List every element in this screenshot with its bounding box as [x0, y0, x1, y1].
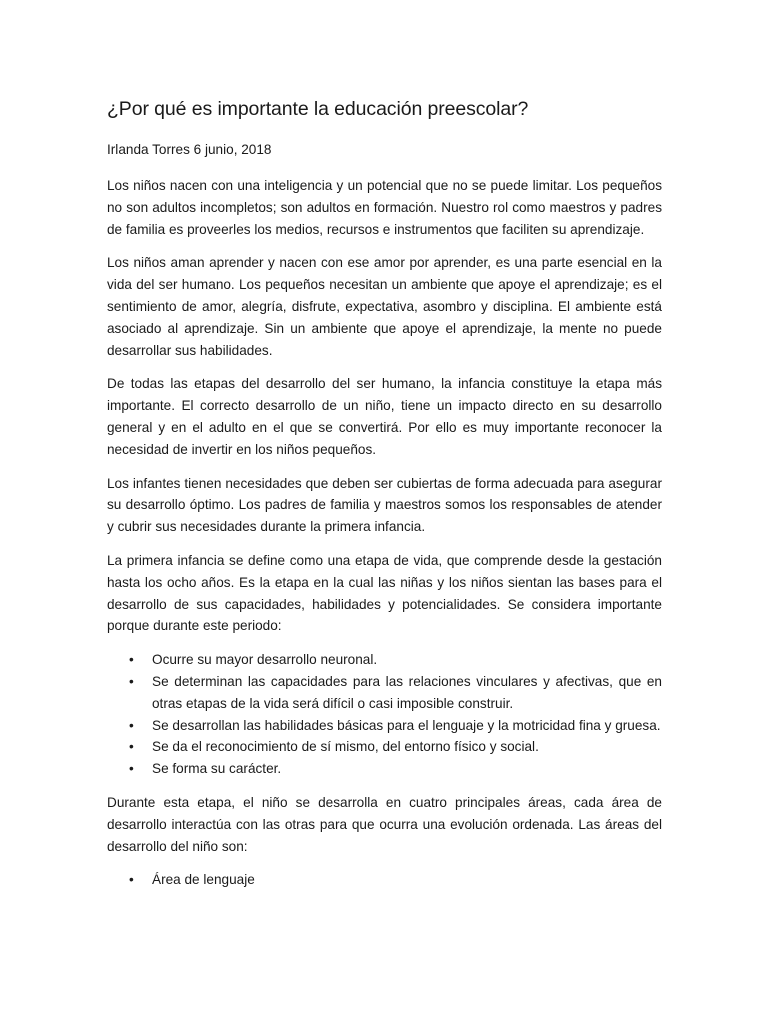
list-item-text: Se desarrollan las habilidades básicas para el lenguaje y la motricidad fina y gruesa.	[152, 717, 661, 733]
list-item	[107, 649, 662, 671]
paragraph-intro: Los niños nacen con una inteligencia y un potencial que no se puede limitar. Los pequeños no son adultos incompletos; son adultos en formación. Nuestro rol como maestros y padres de familia es proveerles los medios, recursos e instrumentos que faciliten su aprendizaje.	[107, 178, 662, 237]
paragraph-infancy-stage: De todas las etapas del desarrollo del ser humano, la infancia constituye la etapa más importante. El correcto desarrollo de un niño, tiene un impacto directo en su desarrollo general y en el adulto en el que se convertirá. Por ello es muy importante reconocer la necesidad de invertir en los niños pequeños.	[107, 376, 662, 457]
paragraph-development-areas: Durante esta etapa, el niño se desarrolla en cuatro principales áreas, cada área de desarrollo interactúa con las otras para que ocurra una evolución ordenada. Las áreas del desarrollo del niño son:	[107, 794, 662, 854]
paragraph-love-of-learning: Los niños aman aprender y nacen con ese amor por aprender, es una parte esencial en la vida del ser humano. Los pequeños necesitan un ambiente que apoye el aprendizaje; es el sentimiento de amor, alegría, disfrute, expectativa, asombro y disciplina. El ambiente está asociado al aprendizaje. Sin un ambiente que apoye el aprendizaje, la mente no puede desarrollar sus habilidades.	[107, 255, 662, 358]
document-page	[107, 96, 662, 903]
bullet-icon: •	[129, 872, 134, 888]
bullet-icon: •	[129, 652, 134, 668]
bullet-icon: •	[129, 761, 134, 777]
list-item-text: Se forma su carácter.	[152, 761, 282, 777]
bullet-icon: •	[129, 739, 134, 755]
list-item-text: Se da el reconocimiento de sí mismo, del entorno físico y social.	[152, 739, 539, 755]
document-title: ¿Por qué es importante la educación preescolar?	[107, 98, 529, 120]
paragraph-early-childhood: La primera infancia se define como una etapa de vida, que comprende desde la gestación hasta los ocho años. Es la etapa en la cual las niñas y los niños sientan las bases para el desarrollo de sus capacidades, habilidades y potencialidades. Se considera importante porque durante este periodo:	[107, 552, 662, 634]
list-item-text: Ocurre su mayor desarrollo neuronal.	[152, 652, 378, 668]
development-areas-list	[107, 869, 662, 891]
list-item-text: Se determinan las capacidades para las relaciones vinculares y afectivas, que en otras etapas de la vida será difícil o casi imposible construir.	[152, 673, 662, 711]
list-item	[107, 869, 662, 891]
paragraph-needs: Los infantes tienen necesidades que deben ser cubiertas de forma adecuada para asegurar su desarrollo óptimo. Los padres de familia y maestros somos los responsables de atender y cubrir sus necesidades durante la primera infancia.	[107, 475, 662, 535]
importance-list	[107, 649, 662, 780]
list-item	[107, 715, 662, 737]
list-item-text: Área de lenguaje	[152, 872, 255, 888]
list-item	[107, 758, 662, 780]
list-item	[107, 736, 662, 758]
bullet-icon: •	[129, 673, 134, 689]
bullet-icon: •	[129, 717, 134, 733]
author-date-byline: Irlanda Torres 6 junio, 2018	[107, 142, 272, 157]
list-item	[107, 671, 662, 715]
